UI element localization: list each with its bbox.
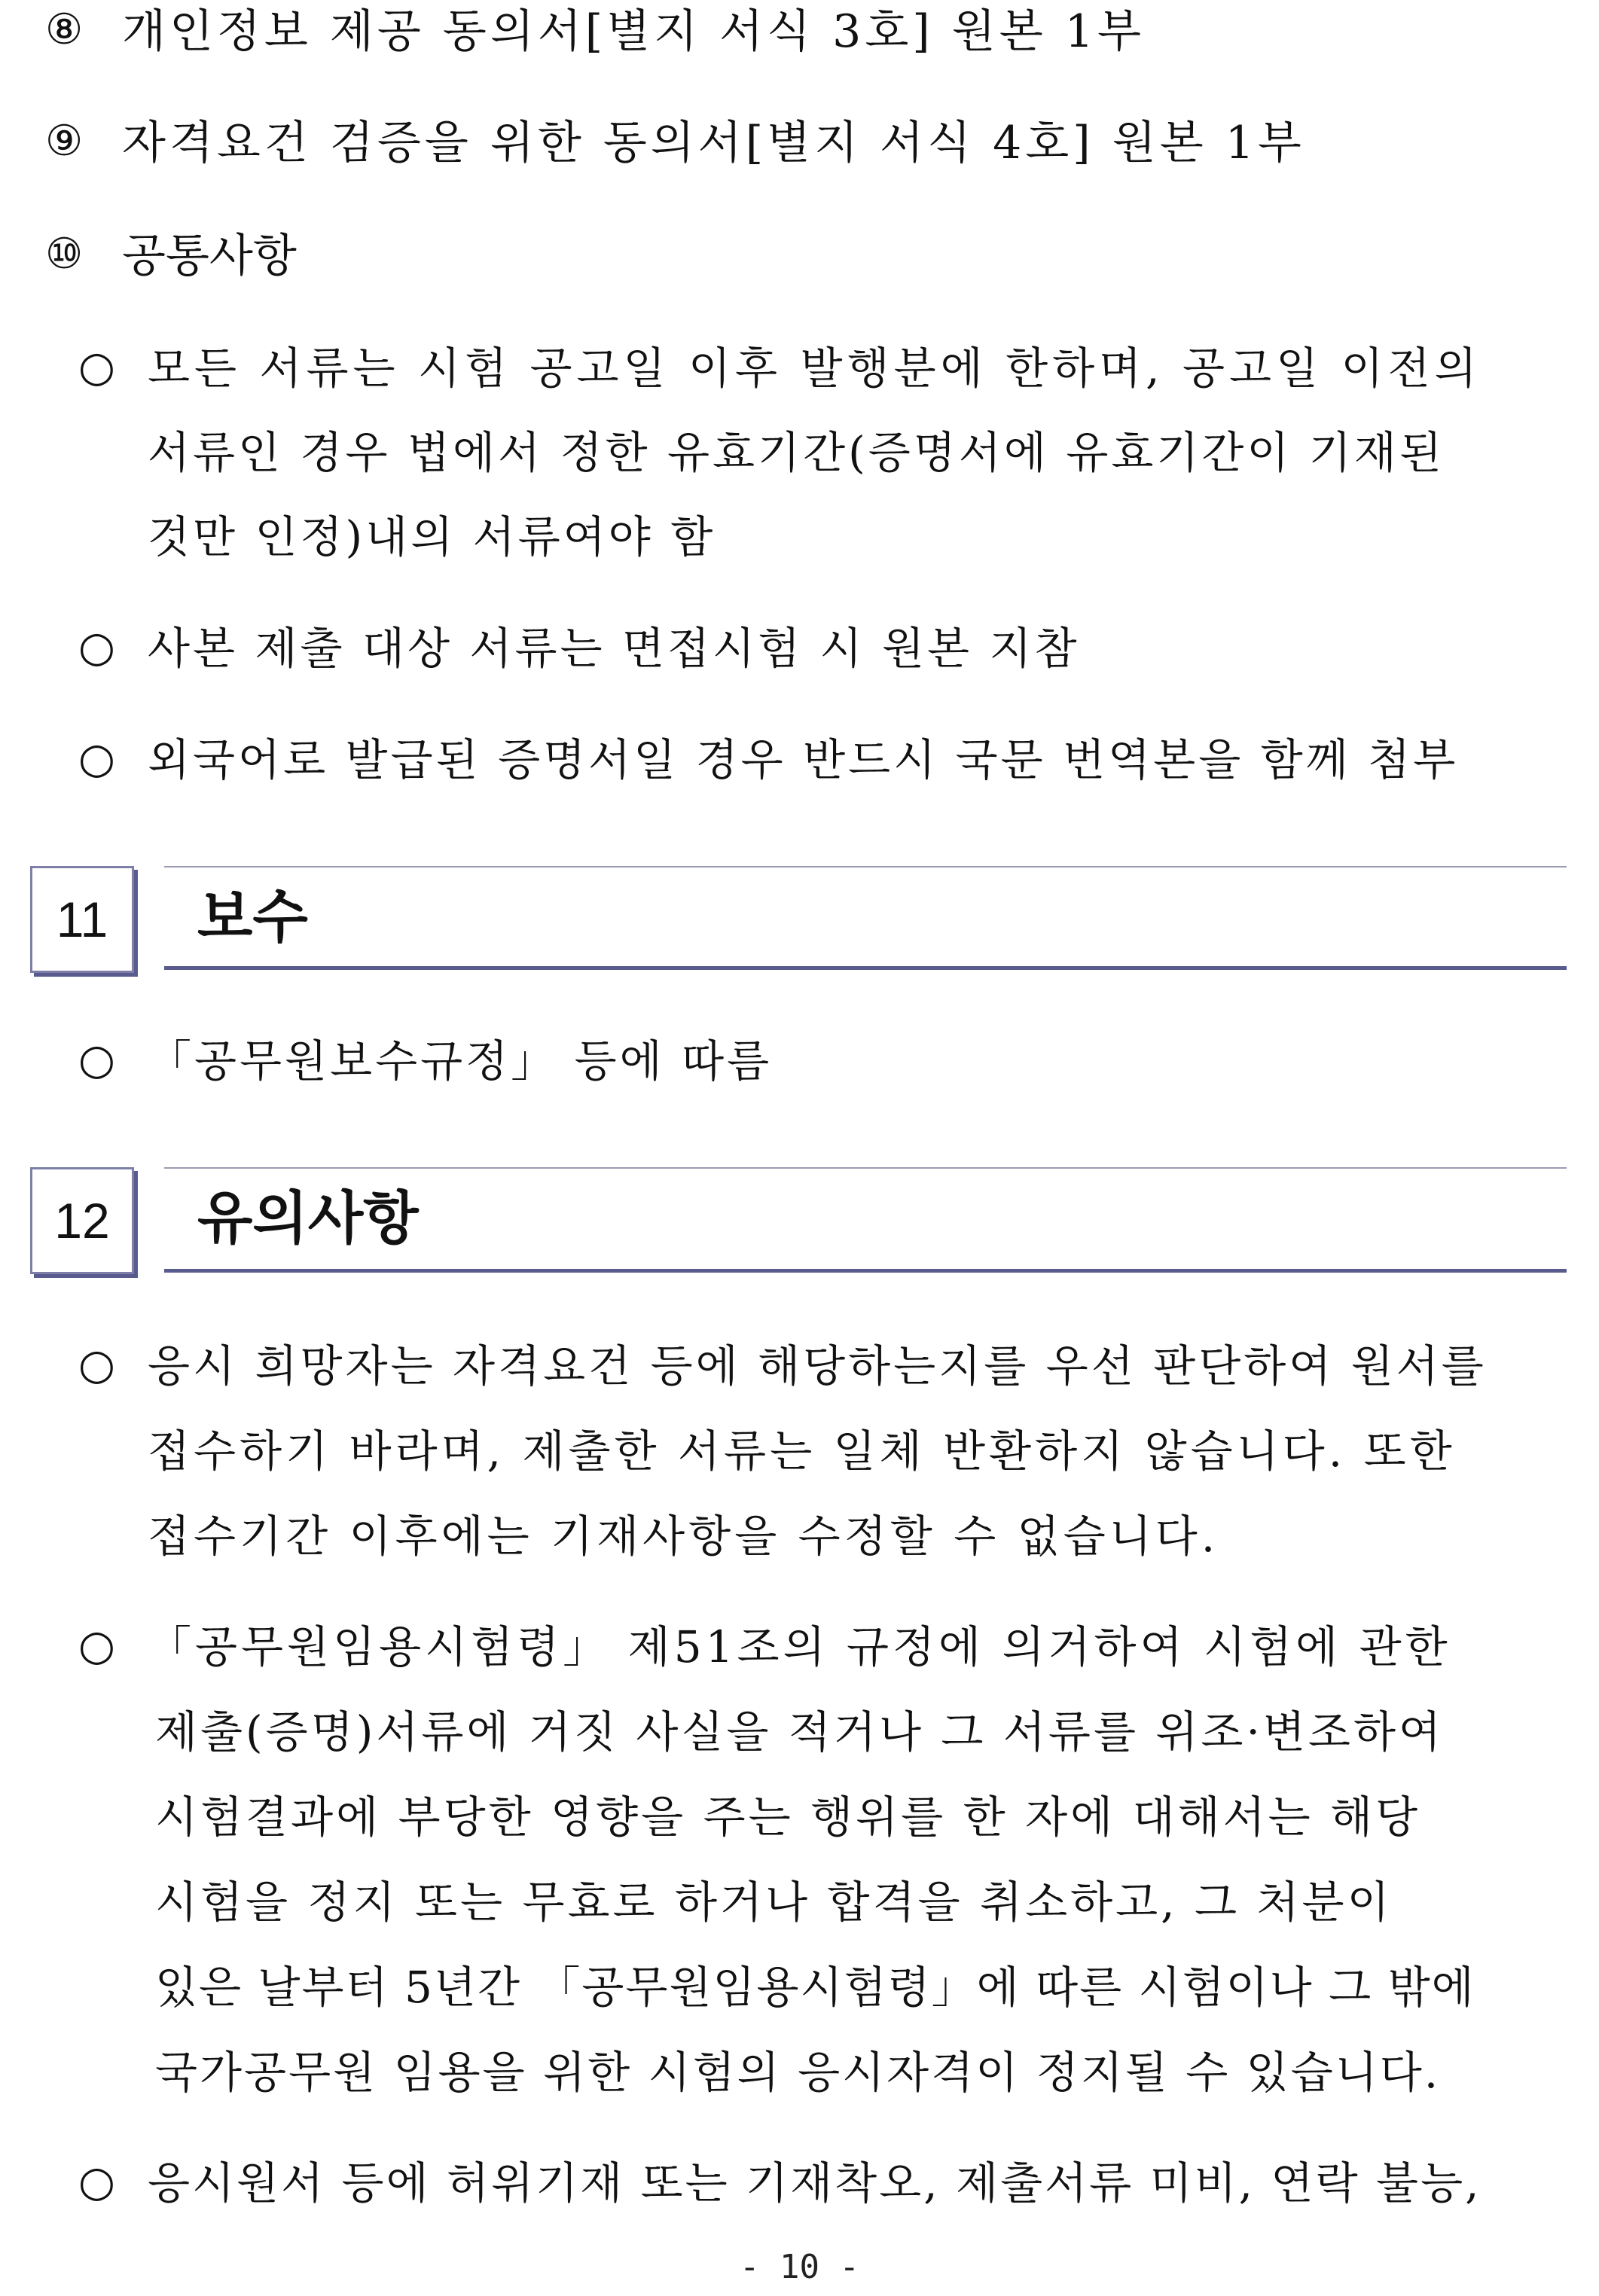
item-8-text: 개인정보 제공 동의서[별지 서식 3호] 원본 1부 (122, 5, 1145, 58)
section-12-bullet-2-line-5: 있은 날부터 5년간 「공무원임용시험령」에 따른 시험이나 그 밖에 (155, 1962, 1475, 2013)
bullet-icon: ○ (78, 1035, 115, 1084)
page-number: - 10 - (740, 2248, 859, 2286)
bullet-icon: ○ (78, 623, 115, 672)
bullet-icon: ○ (78, 1621, 115, 1670)
item-9-text: 자격요건 검증을 위한 동의서[별지 서식 4호] 원본 1부 (122, 117, 1305, 169)
section-12-bullet-1-line-2: 접수하기 바라며, 제출한 서류는 일체 반환하지 않습니다. 또한 (148, 1425, 1456, 1477)
section-11-bottom-rule (164, 966, 1567, 970)
section-12-bullet-2-line-3: 시험결과에 부당한 영향을 주는 행위를 한 자에 대해서는 해당 (155, 1791, 1421, 1843)
section-12-bullet-2-line-6: 국가공무원 임용을 위한 시험의 응시자격이 정지될 수 있습니다. (155, 2047, 1441, 2098)
item-10-text: 공통사항 (122, 230, 297, 282)
common-bullet-1-line-1: 모든 서류는 시험 공고일 이후 발행분에 한하며, 공고일 이전의 (148, 343, 1482, 394)
section-11-bullet-1: 「공무원보수규정」 등에 따름 (148, 1035, 773, 1087)
common-bullet-2: 사본 제출 대상 서류는 면접시험 시 원본 지참 (148, 623, 1080, 674)
item-8-marker: ⑧ (45, 5, 84, 54)
section-12-bullet-3-line-1: 응시원서 등에 허위기재 또는 기재착오, 제출서류 미비, 연락 불능, (148, 2157, 1482, 2209)
section-12-bottom-rule (164, 1269, 1567, 1273)
common-bullet-3: 외국어로 발급된 증명서일 경우 반드시 국문 번역본을 함께 첨부 (148, 734, 1459, 785)
item-10-marker: ⑩ (45, 230, 84, 279)
bullet-icon: ○ (78, 734, 115, 783)
item-9-marker: ⑨ (45, 117, 84, 166)
section-12-bullet-2-line-4: 시험을 정지 또는 무효로 하거나 합격을 취소하고, 그 처분이 (155, 1877, 1393, 1928)
section-12-top-rule (164, 1167, 1567, 1169)
bullet-icon: ○ (78, 343, 115, 392)
bullet-icon: ○ (78, 2157, 115, 2206)
common-bullet-1-line-3: 것만 인정)내의 서류여야 함 (148, 511, 716, 563)
bullet-icon: ○ (78, 1340, 115, 1389)
section-11-number-box: 11 (30, 866, 134, 973)
section-11-top-rule (164, 866, 1567, 867)
section-12-bullet-2-line-2: 제출(증명)서류에 거짓 사실을 적거나 그 서류를 위조·변조하여 (155, 1706, 1445, 1758)
section-12-number-box: 12 (30, 1167, 134, 1274)
section-12-title: 유의사항 (197, 1185, 419, 1252)
section-11-title: 보수 (197, 883, 308, 950)
common-bullet-1-line-2: 서류인 경우 법에서 정한 유효기간(증명서에 유효기간이 기재된 (148, 427, 1445, 478)
section-12-bullet-1-line-3: 접수기간 이후에는 기재사항을 수정할 수 없습니다. (148, 1511, 1219, 1562)
section-12-bullet-1-line-1: 응시 희망자는 자격요건 등에 해당하는지를 우선 판단하여 원서를 (148, 1340, 1487, 1392)
section-12-bullet-2-line-1: 「공무원임용시험령」 제51조의 규정에 의거하여 시험에 관한 (148, 1621, 1451, 1672)
